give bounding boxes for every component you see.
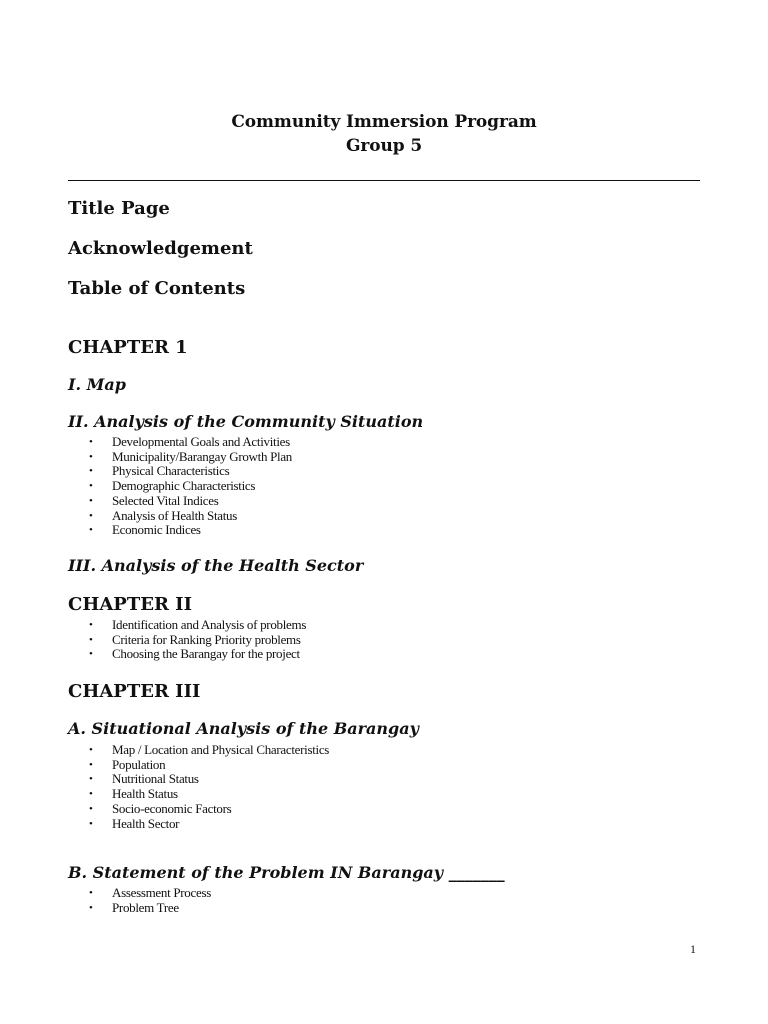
section-problem-statement: B. Statement of the Problem IN Barangay _______: [68, 863, 505, 882]
list-item: [88, 758, 329, 773]
list-item-label: Municipality/Barangay Growth Plan: [112, 448, 293, 464]
bullet-icon: •: [89, 887, 93, 899]
bullet-icon: •: [89, 436, 93, 448]
list-item: [88, 523, 292, 538]
bullet-icon: •: [89, 480, 93, 493]
community-situation-list: [88, 435, 292, 538]
list-item: [88, 647, 306, 662]
list-item-label: Map / Location and Physical Characteristics: [112, 742, 330, 757]
bullet-icon: •: [89, 450, 93, 463]
list-item: [88, 817, 329, 832]
list-item: [88, 633, 306, 648]
list-item-label: Demographic Characteristics: [112, 478, 256, 494]
document-header: [0, 110, 768, 158]
list-item-label: Problem Tree: [112, 899, 179, 915]
section-map: I. Map: [68, 375, 126, 394]
front-item-title-page: Title Page: [68, 198, 170, 219]
chapter-2-heading: CHAPTER II: [68, 594, 193, 615]
list-item-label: Criteria for Ranking Priority problems: [112, 631, 301, 647]
document-subtitle: Group 5: [345, 136, 423, 156]
section-community-situation: II. Analysis of the Community Situation: [68, 412, 424, 431]
front-item-acknowledgement: Acknowledgement: [68, 238, 253, 259]
list-item-label: Population: [112, 756, 166, 772]
problem-statement-list: [88, 886, 211, 915]
list-item-label: Selected Vital Indices: [112, 492, 219, 508]
list-item: [88, 802, 329, 817]
bullet-icon: •: [89, 817, 93, 830]
bullet-icon: •: [89, 619, 93, 631]
list-item-label: Developmental Goals and Activities: [112, 434, 290, 449]
bullet-icon: •: [89, 509, 93, 522]
bullet-icon: •: [89, 758, 93, 771]
list-item-label: Health Sector: [112, 815, 180, 831]
header-divider: [68, 180, 700, 181]
list-item-label: Physical Characteristics: [112, 463, 230, 479]
front-item-table-of-contents: Table of Contents: [68, 278, 246, 299]
list-item-label: Assessment Process: [112, 885, 211, 900]
bullet-icon: •: [89, 465, 93, 478]
chapter-1-heading: CHAPTER 1: [68, 337, 188, 358]
section-situational-analysis: A. Situational Analysis of the Barangay: [68, 719, 419, 738]
chapter-2-list: [88, 618, 306, 662]
section-health-sector: III. Analysis of the Health Sector: [68, 556, 364, 575]
bullet-icon: •: [89, 633, 93, 646]
bullet-icon: •: [89, 788, 93, 801]
bullet-icon: •: [89, 524, 93, 537]
list-item: [88, 618, 306, 633]
list-item: [88, 743, 329, 758]
list-item: [88, 435, 292, 450]
bullet-icon: •: [89, 494, 93, 507]
list-item-label: Choosing the Barangay for the project: [112, 646, 300, 662]
list-item-label: Socio-economic Factors: [112, 800, 232, 816]
document-title: Community Immersion Program: [231, 112, 537, 132]
list-item-label: Economic Indices: [112, 522, 201, 538]
bullet-icon: •: [89, 901, 93, 914]
list-item: [88, 901, 211, 916]
situational-analysis-list: [88, 743, 329, 831]
list-item-label: Health Status: [112, 786, 178, 802]
list-item: [88, 450, 292, 465]
bullet-icon: •: [89, 802, 93, 815]
list-item-label: Identification and Analysis of problems: [112, 617, 307, 632]
list-item: [88, 886, 211, 901]
list-item: [88, 494, 292, 509]
list-item: [88, 479, 292, 494]
list-item: [88, 772, 329, 787]
list-item: [88, 509, 292, 524]
bullet-icon: •: [89, 773, 93, 786]
list-item-label: Analysis of Health Status: [112, 507, 238, 523]
bullet-icon: •: [89, 744, 93, 756]
chapter-3-heading: CHAPTER III: [68, 681, 201, 702]
list-item: [88, 787, 329, 802]
list-item: [88, 464, 292, 479]
list-item-label: Nutritional Status: [112, 771, 199, 787]
bullet-icon: •: [89, 648, 93, 661]
page-number: 1: [690, 942, 696, 956]
